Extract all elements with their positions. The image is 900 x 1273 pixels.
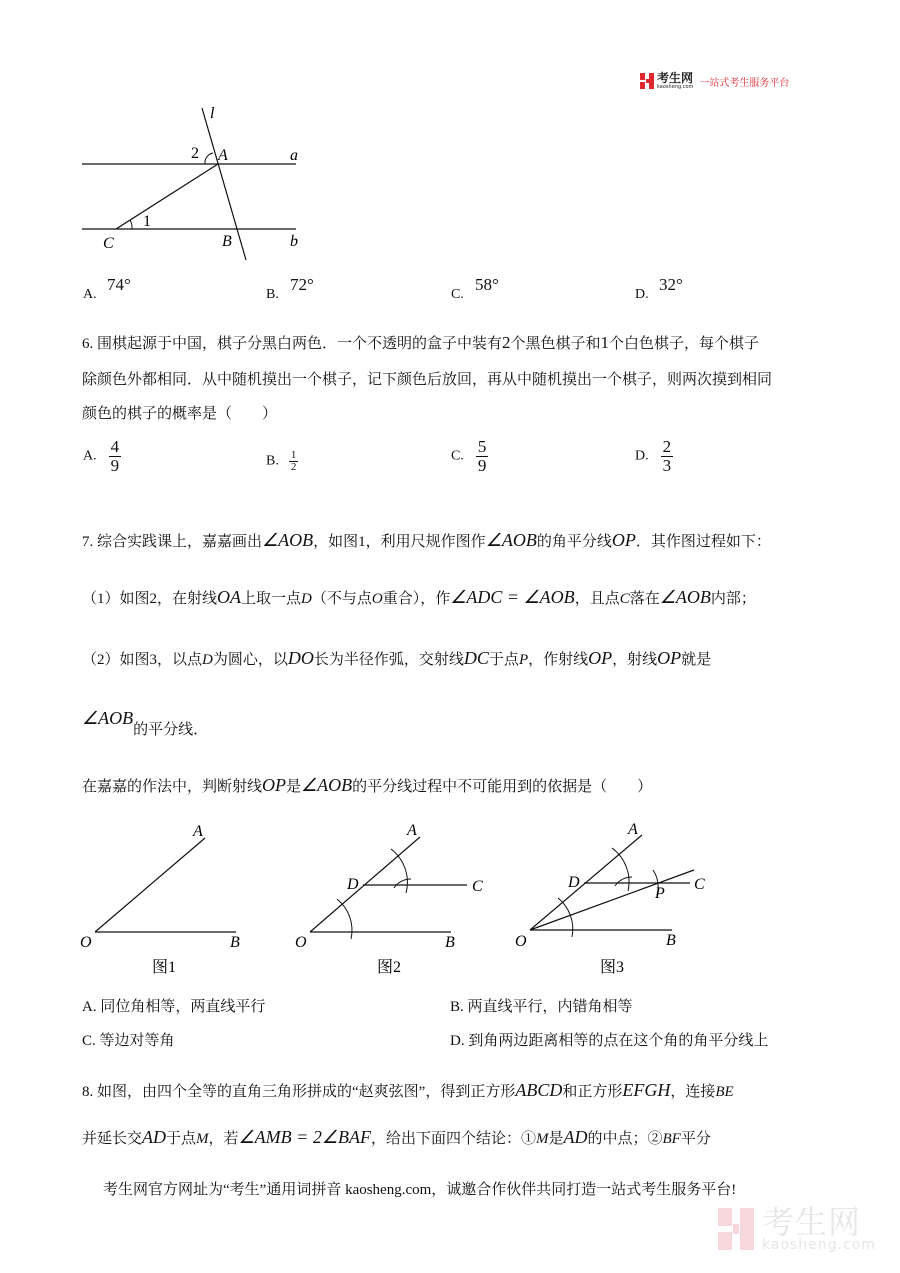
text: 的角平分线	[536, 534, 612, 550]
q6-option-a[interactable]	[83, 438, 121, 475]
option-value: 74°	[107, 275, 131, 294]
math: P	[518, 652, 529, 668]
denominator: 9	[110, 456, 120, 475]
text: 内部；	[710, 591, 756, 607]
fraction	[289, 450, 299, 473]
text: ．其作图过程如下：	[635, 534, 771, 550]
math: OP	[657, 648, 682, 668]
text: 3	[149, 652, 158, 668]
text: ，利用尺规作图作	[365, 534, 486, 550]
text: 于点	[488, 652, 519, 668]
logo-mark-icon	[640, 73, 654, 89]
text: 为圆心，以	[212, 652, 288, 668]
option-label: A.	[82, 999, 97, 1015]
text: 落在	[629, 591, 660, 607]
angle-2-arc	[205, 153, 213, 164]
option-label: D.	[450, 1033, 465, 1049]
denominator: 3	[662, 456, 672, 475]
figure-caption: 图3	[600, 959, 625, 976]
math: D	[301, 591, 312, 607]
math: BE	[715, 1084, 734, 1100]
header-logo	[640, 72, 789, 90]
fraction	[476, 438, 489, 475]
math: BF	[662, 1131, 681, 1147]
label-C: C	[472, 878, 483, 895]
math: ∠ADC = ∠AOB	[450, 587, 575, 607]
label-O: O	[515, 933, 527, 950]
text: ，以点	[157, 652, 203, 668]
option-value: 72°	[290, 275, 314, 294]
logo-cn: 考生网	[657, 71, 694, 85]
numerator: 5	[477, 437, 487, 456]
text: 和正方形	[562, 1084, 623, 1100]
text: 7. 综合实践课上，嘉嘉画出	[82, 534, 263, 550]
label-angle-1: 1	[143, 213, 151, 230]
label-B: B	[445, 934, 455, 951]
text: 是	[548, 1131, 564, 1147]
math: ∠AMB = 2∠BAF	[238, 1127, 371, 1147]
text: （2）如图	[82, 652, 150, 668]
q6-option-d[interactable]	[635, 438, 673, 475]
math: ∠AOB	[82, 708, 134, 728]
q6-line-1	[82, 333, 759, 354]
text: （1）如图	[82, 591, 150, 607]
label-angle-2: 2	[191, 145, 199, 162]
option-label: C.	[82, 1033, 96, 1049]
label-O: O	[80, 934, 92, 951]
math: DO	[287, 648, 314, 668]
q6-option-c[interactable]	[451, 438, 488, 475]
math: OP	[262, 775, 287, 795]
text: ，若	[208, 1131, 239, 1147]
text: 平分	[680, 1131, 711, 1147]
fraction	[109, 438, 122, 475]
math: OP	[611, 530, 636, 550]
q7-option-c[interactable]	[82, 1031, 175, 1051]
arc-o	[337, 899, 352, 939]
q7-step-2-cont	[82, 708, 209, 738]
math: ∠AOB	[301, 775, 353, 795]
option-value: 58°	[475, 275, 499, 294]
numerator: 1	[290, 449, 297, 461]
option-label: C.	[451, 448, 464, 464]
option-label: A.	[83, 287, 97, 302]
math: ABCD	[515, 1080, 563, 1100]
text: 于点	[166, 1131, 197, 1147]
text: 的平分线过程中不可能用到的依据是（ ）	[352, 779, 653, 795]
option-text: 等边对等角	[99, 1033, 175, 1049]
count-white: 1	[600, 333, 610, 352]
label-O: O	[295, 934, 307, 951]
figure-caption: 图1	[152, 959, 177, 976]
text: 1	[358, 534, 366, 550]
count-black: 2	[502, 333, 511, 352]
math: D	[202, 652, 213, 668]
text: 个白色棋子，每个棋子	[609, 336, 760, 352]
math: C	[619, 591, 630, 607]
math: ∠AOB	[659, 587, 711, 607]
q7-option-d[interactable]	[450, 1031, 768, 1051]
logo-en: kaosheng.com	[657, 84, 694, 90]
math: OP	[588, 648, 613, 668]
option-label: D.	[635, 448, 649, 464]
watermark	[718, 1203, 876, 1253]
q8-line-1	[82, 1080, 734, 1102]
option-text: 到角两边距离相等的点在这个角的角平分线上	[468, 1033, 769, 1049]
segment-ca	[116, 164, 218, 229]
watermark-mark-icon	[718, 1208, 754, 1250]
q7-line-1	[82, 530, 771, 552]
text: ，射线	[612, 652, 658, 668]
option-label: B.	[266, 287, 279, 302]
label-B: B	[666, 932, 676, 949]
option-label: D.	[635, 287, 649, 302]
label-b: b	[290, 233, 298, 250]
math: AD	[563, 1127, 588, 1147]
label-A: A	[407, 822, 417, 839]
math: OA	[217, 587, 242, 607]
header-slogan: 一站式考生服务平台	[699, 77, 790, 89]
option-label: A.	[83, 448, 97, 464]
text: 的中点；②	[587, 1131, 663, 1147]
text: ，作射线	[528, 652, 589, 668]
q7-figure-2	[285, 815, 505, 985]
q7-question	[82, 775, 652, 797]
option-text: 两直线平行，内错角相等	[467, 999, 633, 1015]
text: （不与点	[311, 591, 372, 607]
text: 重合），作	[382, 591, 451, 607]
label-B: B	[230, 934, 240, 951]
watermark-en: kaosheng.com	[762, 1237, 876, 1253]
text: 并延长交	[82, 1131, 143, 1147]
arc-d	[612, 848, 629, 891]
angle-1-arc	[130, 220, 132, 229]
label-l: l	[210, 105, 215, 122]
label-B: B	[222, 233, 232, 250]
denominator: 9	[477, 456, 487, 475]
text: 就是	[681, 652, 712, 668]
option-label: B.	[266, 453, 279, 469]
option-value: 32°	[659, 275, 683, 294]
text: ，在射线	[157, 591, 218, 607]
logo-text	[657, 72, 693, 90]
ray-op	[530, 870, 694, 930]
math: DC	[463, 648, 489, 668]
ray-oa	[95, 838, 205, 932]
text: ，连接	[670, 1084, 716, 1100]
label-a: a	[290, 147, 298, 164]
math: M	[535, 1131, 549, 1147]
q8-line-2	[82, 1127, 711, 1149]
label-A: A	[218, 147, 228, 164]
math: EFGH	[622, 1080, 671, 1100]
label-D: D	[568, 874, 580, 891]
footer-text: 考生网官方网址为“考生”通用词拼音 kaosheng.com，诚邀合作伙伴共同打造一站式考生服务平台!	[103, 1182, 737, 1198]
q7-option-b[interactable]	[450, 997, 633, 1017]
label-A: A	[193, 823, 203, 840]
math: ∠AOB	[262, 530, 314, 550]
text: 个黑色棋子和	[510, 336, 601, 352]
q7-step-1	[82, 587, 756, 609]
text: 2	[149, 591, 158, 607]
q5-figure	[70, 100, 320, 270]
fraction	[661, 438, 674, 475]
math: AD	[142, 1127, 167, 1147]
q7-figure-3	[505, 815, 725, 985]
math: O	[371, 591, 383, 607]
text: ，如图	[313, 534, 359, 550]
text: 长为半径作弧，交射线	[313, 652, 464, 668]
label-C: C	[694, 876, 705, 893]
option-label: B.	[450, 999, 464, 1015]
text: ，给出下面四个结论：①	[370, 1131, 536, 1147]
label-C: C	[103, 235, 114, 252]
q7-option-a[interactable]	[82, 997, 265, 1017]
label-P: P	[655, 885, 665, 902]
figure-caption: 图2	[377, 959, 402, 976]
option-text: 同位角相等，两直线平行	[100, 999, 266, 1015]
text: 6. 围棋起源于中国，棋子分黑白两色．一个不透明的盒子中装有	[82, 336, 503, 352]
label-D: D	[347, 876, 359, 893]
numerator: 4	[110, 437, 120, 456]
label-A: A	[628, 821, 638, 838]
arc-d-mark	[394, 879, 411, 888]
text: 上取一点	[241, 591, 302, 607]
math: M	[196, 1131, 209, 1147]
text: 在嘉嘉的作法中，判断射线	[82, 779, 263, 795]
q7-figure-1	[70, 815, 300, 985]
text: 8. 如图，由四个全等的直角三角形拼成的“赵爽弦图”，得到正方形	[82, 1084, 516, 1100]
q6-line-2: 除颜色外都相同．从中随机摸出一个棋子，记下颜色后放回，再从中随机摸出一个棋子，则两次摸到相同	[82, 372, 773, 388]
text: 的平分线．	[133, 722, 209, 738]
numerator: 2	[662, 437, 672, 456]
denominator: 2	[290, 461, 297, 473]
q6-option-b[interactable]	[266, 450, 298, 473]
watermark-cn: 考生网	[762, 1203, 862, 1241]
text: ，且点	[574, 591, 620, 607]
q6-line-3: 颜色的棋子的概率是（ ）	[82, 406, 278, 422]
math: ∠AOB	[485, 530, 537, 550]
option-label: C.	[451, 287, 464, 302]
text: 是	[286, 779, 302, 795]
q7-step-2	[82, 648, 711, 670]
